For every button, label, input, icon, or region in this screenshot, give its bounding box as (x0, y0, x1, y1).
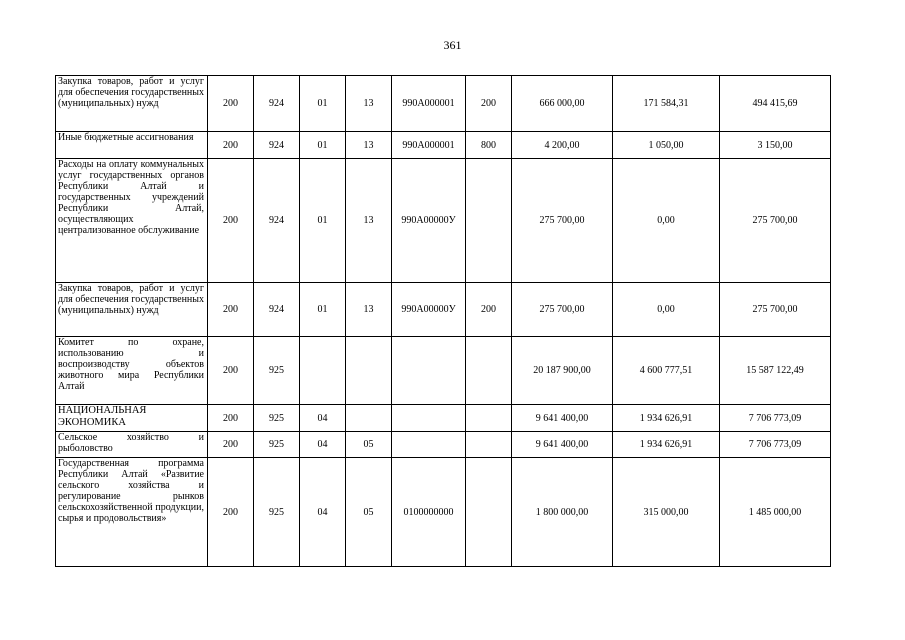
row-name: Сельское хозяйство и рыболовство (56, 432, 208, 458)
amount-cell: 275 700,00 (512, 283, 613, 337)
amount-cell: 9 641 400,00 (512, 432, 613, 458)
code-cell: 800 (466, 132, 512, 159)
table-row (56, 432, 831, 458)
code-cell: 990A00000У (392, 283, 466, 337)
amount-cell: 1 485 000,00 (720, 458, 831, 567)
code-cell: 924 (254, 132, 300, 159)
amount-cell: 3 150,00 (720, 132, 831, 159)
amount-cell: 9 641 400,00 (512, 405, 613, 432)
row-name: Закупка товаров, работ и услуг для обеспечения государственных (муниципальных) нужд (56, 76, 208, 132)
amount-cell: 1 934 626,91 (613, 405, 720, 432)
amount-cell: 275 700,00 (512, 159, 613, 283)
amount-cell: 0,00 (613, 159, 720, 283)
row-name: Расходы на оплату коммунальных услуг государственных органов Республики Алтай и государственных учреждений Республики Алтай, осуществляющих централизованное обслуживание (56, 159, 208, 283)
code-cell: 924 (254, 159, 300, 283)
code-cell (466, 159, 512, 283)
code-cell: 990A000001 (392, 76, 466, 132)
row-name: Комитет по охране, использованию и воспроизводству объектов животного мира Республики Алтай (56, 337, 208, 405)
row-name: НАЦИОНАЛЬНАЯ ЭКОНОМИКА (56, 405, 208, 432)
table-row (56, 337, 831, 405)
code-cell: 924 (254, 76, 300, 132)
code-cell: 924 (254, 283, 300, 337)
code-cell (392, 432, 466, 458)
table-row (56, 283, 831, 337)
code-cell (392, 405, 466, 432)
code-cell (346, 337, 392, 405)
code-cell: 200 (208, 458, 254, 567)
code-cell: 200 (208, 337, 254, 405)
row-name: Государственная программа Республики Алтай «Развитие сельского хозяйства и регулирование рынков сельскохозяйственной продукции, сырья и продовольствия» (56, 458, 208, 567)
code-cell: 200 (208, 283, 254, 337)
code-cell: 13 (346, 283, 392, 337)
amount-cell: 20 187 900,00 (512, 337, 613, 405)
amount-cell: 275 700,00 (720, 283, 831, 337)
code-cell: 925 (254, 337, 300, 405)
code-cell: 05 (346, 458, 392, 567)
table-row (56, 458, 831, 567)
amount-cell: 171 584,31 (613, 76, 720, 132)
code-cell (300, 337, 346, 405)
code-cell (466, 405, 512, 432)
code-cell: 200 (208, 76, 254, 132)
code-cell: 13 (346, 76, 392, 132)
table-row (56, 132, 831, 159)
code-cell: 990A000001 (392, 132, 466, 159)
amount-cell: 1 800 000,00 (512, 458, 613, 567)
amount-cell: 4 600 777,51 (613, 337, 720, 405)
amount-cell: 4 200,00 (512, 132, 613, 159)
table-row (56, 405, 831, 432)
code-cell: 200 (208, 159, 254, 283)
code-cell: 925 (254, 405, 300, 432)
code-cell (346, 405, 392, 432)
code-cell: 13 (346, 159, 392, 283)
page-number: 361 (443, 38, 462, 52)
amount-cell: 1 050,00 (613, 132, 720, 159)
code-cell: 13 (346, 132, 392, 159)
amount-cell: 0,00 (613, 283, 720, 337)
code-cell: 04 (300, 432, 346, 458)
code-cell: 0100000000 (392, 458, 466, 567)
row-name: Иные бюджетные ассигнования (56, 132, 208, 159)
table-row (56, 159, 831, 283)
budget-table (55, 75, 831, 567)
code-cell: 04 (300, 458, 346, 567)
code-cell: 04 (300, 405, 346, 432)
code-cell: 05 (346, 432, 392, 458)
code-cell: 200 (208, 405, 254, 432)
code-cell: 990A00000У (392, 159, 466, 283)
code-cell (466, 432, 512, 458)
code-cell: 925 (254, 458, 300, 567)
amount-cell: 275 700,00 (720, 159, 831, 283)
table-row (56, 76, 831, 132)
code-cell: 200 (208, 132, 254, 159)
code-cell: 01 (300, 159, 346, 283)
code-cell (466, 337, 512, 405)
code-cell (466, 458, 512, 567)
code-cell (392, 337, 466, 405)
amount-cell: 1 934 626,91 (613, 432, 720, 458)
code-cell: 01 (300, 132, 346, 159)
amount-cell: 7 706 773,09 (720, 405, 831, 432)
code-cell: 200 (208, 432, 254, 458)
amount-cell: 315 000,00 (613, 458, 720, 567)
code-cell: 200 (466, 283, 512, 337)
code-cell: 925 (254, 432, 300, 458)
code-cell: 200 (466, 76, 512, 132)
code-cell: 01 (300, 283, 346, 337)
code-cell: 01 (300, 76, 346, 132)
row-name: Закупка товаров, работ и услуг для обеспечения государственных (муниципальных) нужд (56, 283, 208, 337)
amount-cell: 15 587 122,49 (720, 337, 831, 405)
amount-cell: 666 000,00 (512, 76, 613, 132)
amount-cell: 494 415,69 (720, 76, 831, 132)
amount-cell: 7 706 773,09 (720, 432, 831, 458)
